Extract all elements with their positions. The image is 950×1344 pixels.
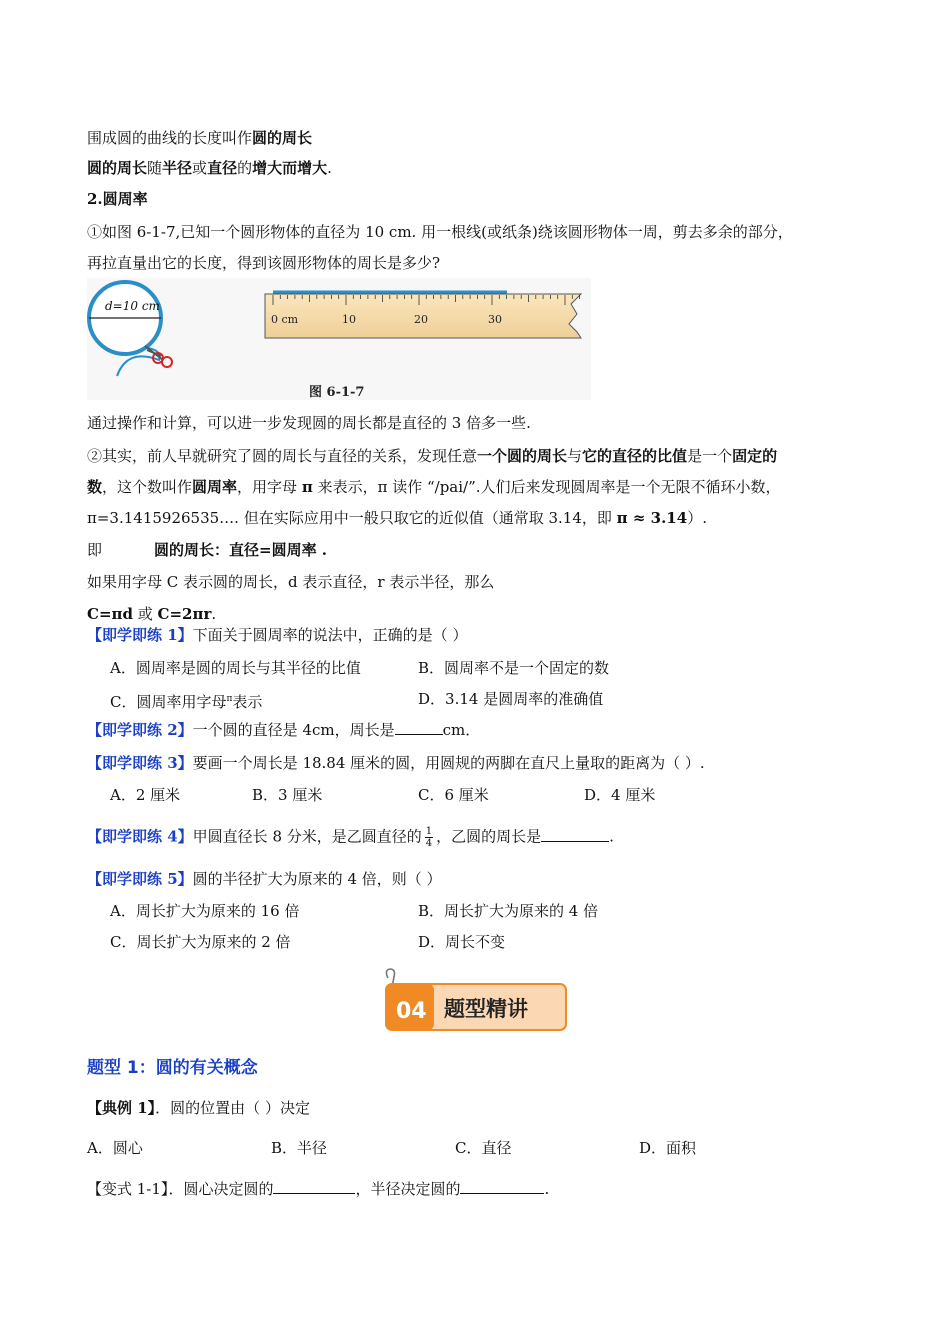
exercise-5-question: 【即学即练 5】圆的半径扩大为原来的 4 倍，则（ ） (87, 870, 442, 888)
exercise-2-question: 【即学即练 2】一个圆的直径是 4cm，周长是 cm． (87, 721, 481, 739)
para-1-line-1: ①如图 6-1-7,已知一个圆形物体的直径为 10 cm. 用一根线(或纸条)绕该圆形物体一周，剪去多余的部分， (87, 223, 793, 241)
example-1-option-b: B．半径 (271, 1139, 328, 1157)
exercise-3-option-b: B．3 厘米 (252, 786, 323, 804)
example-1-option-c: C．直径 (455, 1139, 512, 1157)
section-badge (380, 966, 572, 1036)
answer-blank[interactable] (460, 1179, 544, 1194)
para-5: π=3.1415926535…. 但在实际应用中一般只取它的近似值（通常取 3.14，即 π ≈ 3.14）. (87, 509, 707, 527)
example-1-option-a: A．圆心 (87, 1139, 143, 1157)
exercise-3-option-a: A．2 厘米 (110, 786, 181, 804)
para-3: ②其实，前人早就研究了圆的周长与直径的关系，发现任意一个圆的周长与它的直径的比值是一个固定的 (87, 447, 778, 465)
badge-number: 04 (396, 999, 427, 1024)
exercise-1-question: 【即学即练 1】下面关于圆周率的说法中，正确的是（ ） (87, 626, 468, 644)
intro-line-1: 围成圆的曲线的长度叫作圆的周长 (87, 129, 313, 147)
circle-diameter-label: d=10 cm (105, 299, 160, 313)
exercise-3-question: 【即学即练 3】要画一个周长是 18.84 厘米的圆，用圆规的两脚在直尺上量取的距离为（ ）. (87, 754, 705, 772)
figure-circle-ruler (87, 278, 591, 400)
ruler (265, 292, 581, 338)
variant-1-1-question: 【变式 1-1】．圆心决定圆的 ，半径决定圆的 . (87, 1180, 550, 1198)
intro-line-2: 圆的周长随半径或直径的增大而增大. (87, 159, 332, 177)
answer-blank[interactable] (273, 1179, 355, 1194)
exercise-1-option-c: C．圆周率用字母$^\pi$表示 (110, 693, 263, 711)
exercise-3-option-d: D．4 厘米 (584, 786, 656, 804)
fraction-one-quarter: $\frac{1}{4}$ (425, 826, 433, 849)
figure-caption: 图 6-1-7 (309, 385, 365, 400)
para-4: 数，这个数叫作圆周率，用字母 π 来表示，π 读作 “/pai/”.人们后来发现圆周率是一个无限不循环小数， (87, 478, 781, 496)
para-2: 通过操作和计算，可以进一步发现圆的周长都是直径的 3 倍多一些. (87, 414, 531, 432)
exercise-3-option-c: C．6 厘米 (418, 786, 489, 804)
para-6: 即 圆的周长：直径=圆周率 . (87, 541, 328, 559)
section-heading-pi: 2.圆周率 (87, 190, 148, 208)
exercise-1-option-a: A．圆周率是圆的周长与其半径的比值 (110, 659, 361, 677)
type-1-heading: 题型 1：圆的有关概念 (87, 1058, 258, 1078)
ruler-tick-10: 10 (342, 313, 356, 326)
ruler-tick-20: 20 (414, 313, 428, 326)
answer-blank[interactable] (541, 827, 609, 842)
formula-line: C=πd 或 C=2πr. (87, 605, 217, 623)
para-1-line-2: 再拉直量出它的长度，得到该圆形物体的周长是多少? (87, 254, 441, 272)
exercise-1-option-b: B．圆周率不是一个固定的数 (418, 659, 610, 677)
example-1-question: 【典例 1】．圆的位置由（ ）决定 (87, 1099, 310, 1117)
ruler-tick-30: 30 (488, 313, 502, 326)
ruler-tick-0: 0 cm (271, 313, 299, 326)
exercise-5-option-a: A．周长扩大为原来的 16 倍 (110, 902, 300, 920)
exercise-5-option-d: D．周长不变 (418, 933, 506, 951)
badge-label: 题型精讲 (444, 997, 528, 1021)
answer-blank[interactable] (395, 720, 443, 735)
exercise-4-question: 【即学即练 4】甲圆直径长 8 分米，是乙圆直径的 $\frac{1}{4}$ ，乙圆的周长是 . (87, 826, 614, 849)
exercise-5-option-b: B．周长扩大为原来的 4 倍 (418, 902, 599, 920)
exercise-1-option-d: D．3.14 是圆周率的准确值 (418, 690, 604, 708)
example-1-option-d: D．面积 (639, 1139, 697, 1157)
para-7: 如果用字母 C 表示圆的周长，d 表示直径，r 表示半径，那么 (87, 573, 495, 591)
exercise-5-option-c: C．周长扩大为原来的 2 倍 (110, 933, 291, 951)
